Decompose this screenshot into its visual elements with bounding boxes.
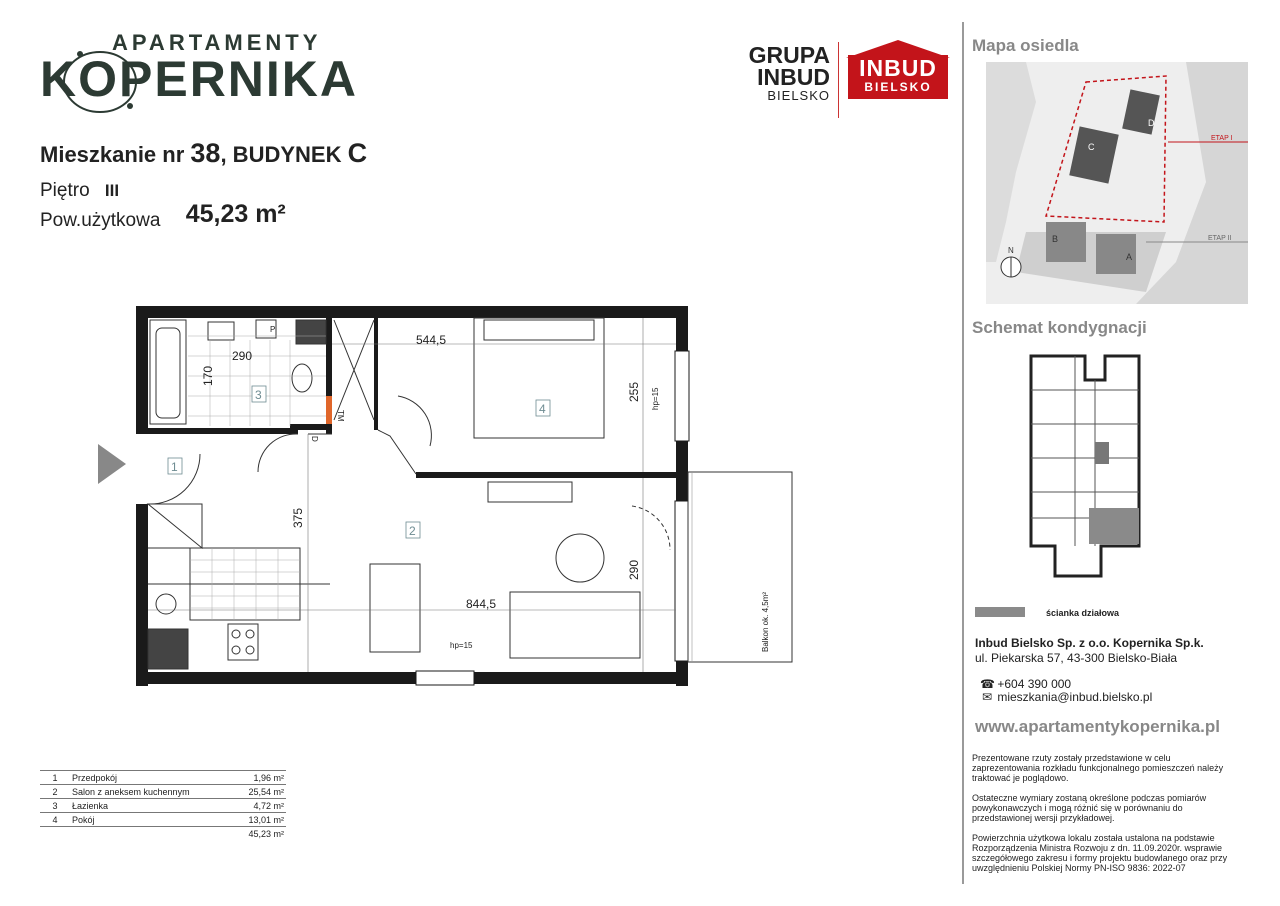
outer-walls <box>136 306 688 686</box>
mail-icon: ✉ <box>981 690 993 704</box>
phone-icon: ☎ <box>980 677 995 691</box>
room-no: 2 <box>40 785 70 799</box>
company-name: Inbud Bielsko Sp. z o.o. Kopernika Sp.k. <box>975 636 1204 650</box>
room-number-1: 1 <box>171 460 178 474</box>
schema-title: Schemat kondygnacji <box>972 318 1147 337</box>
rooms-total: 45,23 m² <box>233 827 286 841</box>
windows <box>416 351 689 685</box>
boiler-label: P <box>270 325 276 334</box>
room-area: 13,01 m² <box>233 813 286 827</box>
internal-walls <box>148 318 676 478</box>
map-title: Mapa osiedla <box>972 36 1079 55</box>
fixture-lines <box>148 318 670 669</box>
room-name: Przedpokój <box>70 771 233 785</box>
dimension-lines <box>148 318 676 672</box>
washing-machine-label: TM <box>336 410 345 422</box>
room-number-2: 2 <box>409 524 416 538</box>
balcony <box>688 472 792 662</box>
floor-plan <box>90 296 810 686</box>
badge-line2: BIELSKO <box>864 80 932 94</box>
phone-number[interactable]: +604 390 000 <box>997 677 1072 691</box>
table-row <box>40 799 286 813</box>
room-name: Pokój <box>70 813 233 827</box>
floor-row <box>40 180 119 202</box>
entrance-arrow-icon <box>98 444 126 484</box>
room-area: 4,72 m² <box>233 799 286 813</box>
map-label-c: C <box>1088 142 1095 152</box>
table-row <box>40 813 286 827</box>
balcony-label: Balkon ok. 4,5m² <box>761 591 770 652</box>
map-label-a: A <box>1126 252 1133 262</box>
building-label: , BUDYNEK <box>220 142 342 167</box>
mail-row <box>980 690 1152 704</box>
room-no: 3 <box>40 799 70 813</box>
room-no: 1 <box>40 771 70 785</box>
website-link[interactable]: www.apartamentykopernika.pl <box>975 717 1220 736</box>
email-address[interactable]: mieszkania@inbud.bielsko.pl <box>997 690 1153 704</box>
door-label: D <box>310 436 319 442</box>
logo-top-text: APARTAMENTY <box>112 30 322 55</box>
apartment-number: 38 <box>190 138 221 168</box>
floor-label: Piętro <box>40 180 90 201</box>
map-etap1: ETAP I <box>1211 135 1233 142</box>
area-value: 45,23 m² <box>185 200 286 228</box>
legend-text: ścianka działowa <box>1046 608 1120 618</box>
map-north: N <box>1008 246 1014 255</box>
inbud-badge <box>848 55 948 99</box>
window-height-living: hp=15 <box>450 641 473 650</box>
phone-row <box>980 677 1071 691</box>
site-map <box>986 62 1248 304</box>
room-number-badges <box>168 386 550 538</box>
grupa-line1: GRUPA <box>748 42 830 68</box>
grupa-line3: BIELSKO <box>767 88 830 103</box>
room-no: 4 <box>40 813 70 827</box>
room-number-4: 4 <box>539 402 546 416</box>
area-row <box>40 200 286 233</box>
dim-living-right: 290 <box>627 559 641 580</box>
room-name: Salon z aneksem kuchennym <box>70 785 233 799</box>
dim-total-width: 844,5 <box>466 597 497 611</box>
floor-value: III <box>104 181 120 200</box>
legend-swatch <box>975 607 1025 617</box>
logo-main-text: KOPERNIKA <box>40 51 359 107</box>
dim-bathroom-width: 290 <box>232 349 253 363</box>
apartment-prefix: Mieszkanie nr <box>40 142 185 167</box>
area-label: Pow.użytkowa <box>40 210 161 231</box>
room-area: 1,96 m² <box>233 771 286 785</box>
grupa-inbud-logo <box>742 44 830 104</box>
table-row <box>40 785 286 799</box>
dim-bedroom-depth: 255 <box>627 381 641 402</box>
apartment-highlight <box>1089 508 1139 544</box>
grupa-line2: INBUD <box>757 64 830 90</box>
map-etap2: ETAP II <box>1208 235 1232 242</box>
note-2: Ostateczne wymiary zostaną określone podczas pomiarów powykonawczych i mogą różnić się w porównaniu do przedstawionej wersji przykładowej. <box>972 793 1207 823</box>
note-3: Powierzchnia użytkowa lokalu została ustalona na podstawie Rozporządzenia Ministra Rozwoju z dn. 11.09.2020r. wsprawie szczegółowego zakresu i formy projektu budowlanego oraz przy uwzględnieniu Polskiej Normy PN-ISO 9836: 2022-07 <box>972 833 1228 873</box>
map-label-d: D <box>1148 118 1155 128</box>
room-name: Łazienka <box>70 799 233 813</box>
table-row <box>40 771 286 785</box>
floor-schema <box>1015 350 1155 580</box>
site-map-drawing <box>986 62 1248 304</box>
map-label-b: B <box>1052 234 1059 244</box>
note-1: Prezentowane rzuty zostały przedstawione w celu zaprezentowania rozkładu funkcjonalnego pomieszczeń należy traktować je poglądowo. <box>972 753 1224 783</box>
dim-bathroom-depth: 170 <box>201 365 215 386</box>
partition-accent <box>326 396 332 424</box>
column-divider <box>962 22 964 884</box>
dim-bedroom-width: 544,5 <box>416 333 447 347</box>
dim-living-depth: 375 <box>291 507 305 528</box>
room-area: 25,54 m² <box>233 785 286 799</box>
badge-line1: INBUD <box>859 55 937 81</box>
table-total-row <box>40 827 286 841</box>
apartment-title <box>40 138 367 169</box>
window-height-bedroom: hp=15 <box>651 387 660 410</box>
company-address: ul. Piekarska 57, 43-300 Bielsko-Biała <box>975 651 1178 665</box>
building-letter: C <box>347 138 368 168</box>
rooms-table <box>40 770 286 840</box>
logo-divider <box>838 42 839 118</box>
room-number-3: 3 <box>255 388 262 402</box>
